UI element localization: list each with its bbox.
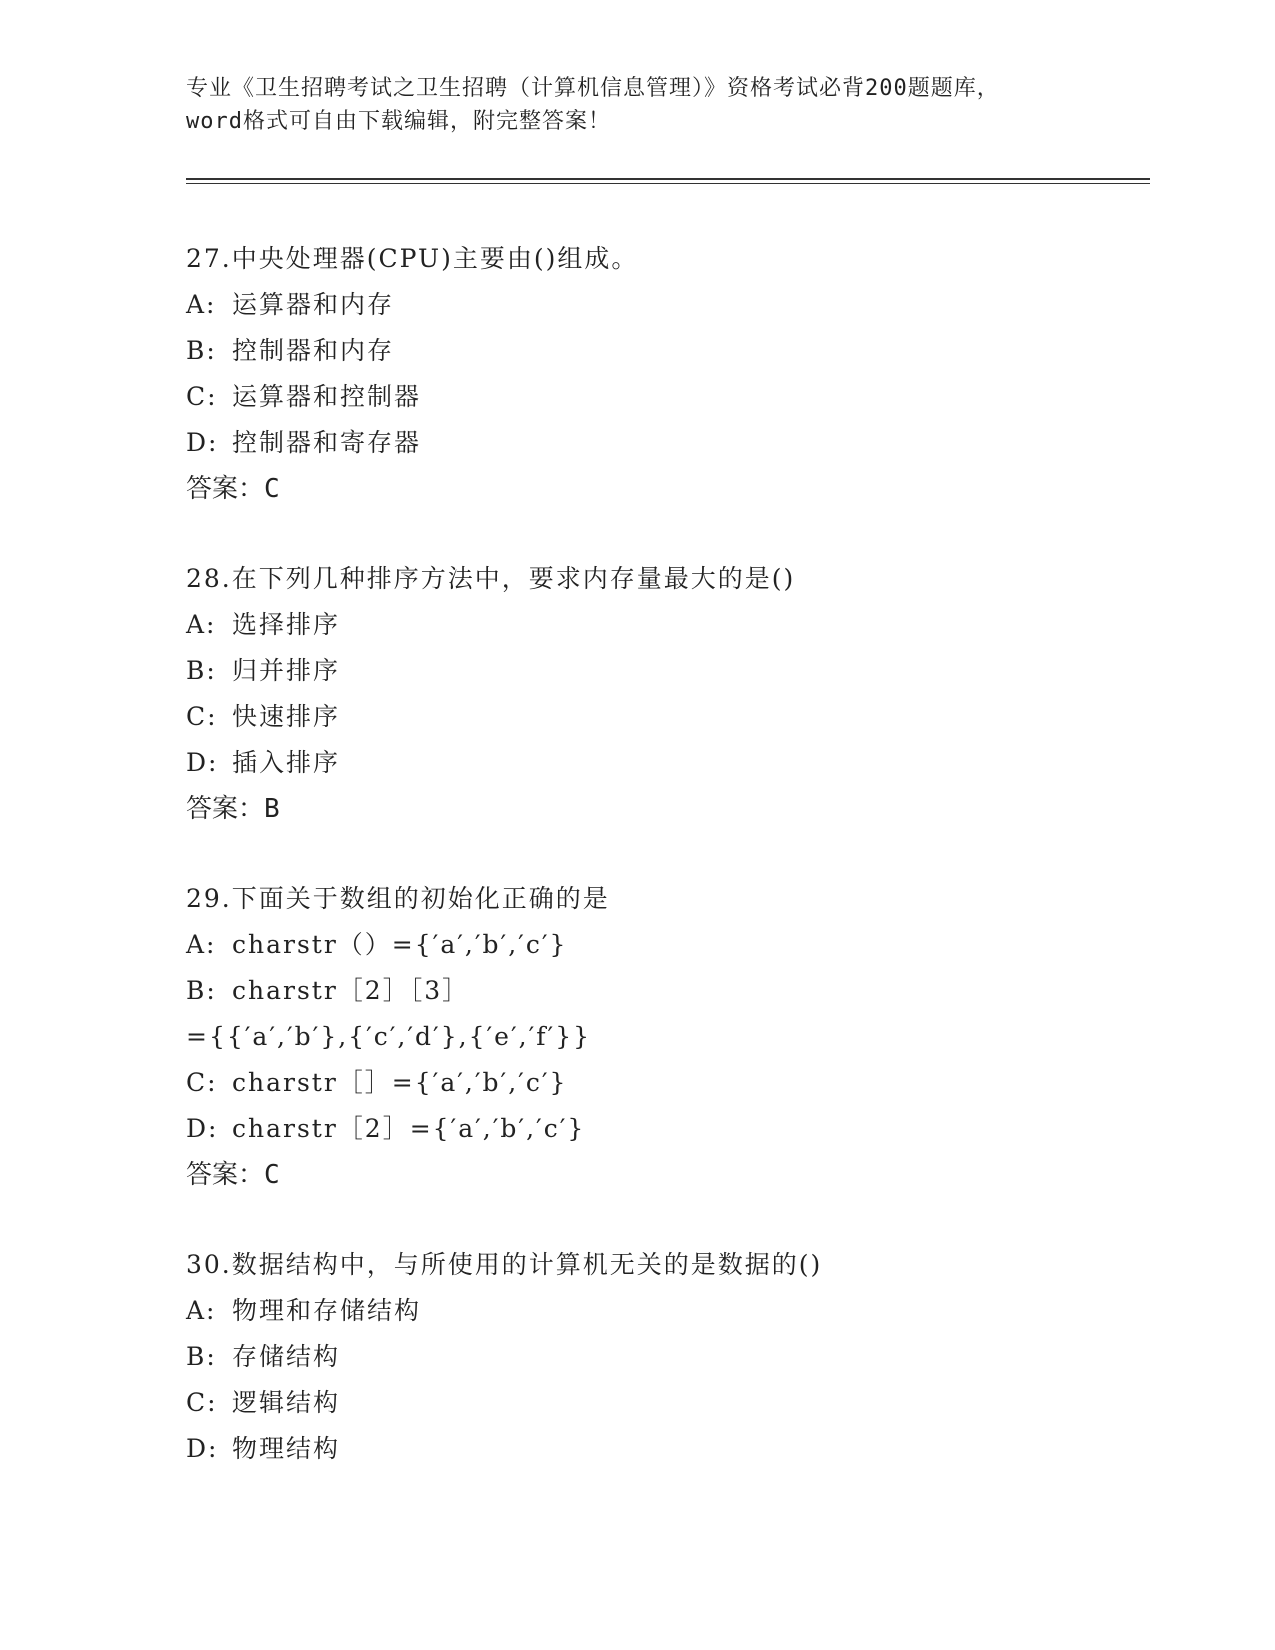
option-d: [186, 1106, 1146, 1152]
question-27: [186, 236, 1146, 512]
header-line-2: word格式可自由下载编辑，附完整答案！: [186, 109, 611, 134]
header-rule-thick: [186, 178, 1150, 180]
answer-prefix: 答案：: [186, 474, 265, 504]
option-text: 物理和存储结构: [232, 1296, 422, 1325]
option-a: [186, 282, 1146, 328]
option-text: charstr（）={′a′,′b′,′c′}: [232, 930, 568, 959]
option-text: 物理结构: [232, 1434, 341, 1463]
option-b: [186, 1334, 1146, 1380]
option-label: D:: [186, 1434, 219, 1463]
option-d: [186, 740, 1146, 786]
option-text: 运算器和控制器: [232, 382, 422, 411]
option-a: [186, 922, 1146, 968]
option-label: D:: [186, 428, 219, 457]
option-text: 归并排序: [232, 656, 341, 685]
header-line-1: 专业《卫生招聘考试之卫生招聘（计算机信息管理）》资格考试必背200题题库，: [186, 76, 1000, 101]
document-header: [186, 72, 1086, 138]
option-label: D:: [186, 1114, 219, 1143]
question-stem: 29.下面关于数组的初始化正确的是: [186, 884, 610, 913]
option-text: charstr［］={′a′,′b′,′c′}: [232, 1068, 568, 1097]
option-text: 选择排序: [232, 610, 341, 639]
option-label: A:: [186, 930, 217, 959]
option-text: 控制器和内存: [232, 336, 395, 365]
option-text: 存储结构: [232, 1342, 341, 1371]
option-text: 逻辑结构: [232, 1388, 341, 1417]
option-c: [186, 694, 1146, 740]
header-rule-thin: [186, 183, 1150, 184]
option-label: A:: [186, 1296, 217, 1325]
option-d: [186, 420, 1146, 466]
question-stem: 28.在下列几种排序方法中，要求内存量最大的是(): [186, 564, 796, 593]
question-stem: 30.数据结构中，与所使用的计算机无关的是数据的(): [186, 1250, 823, 1279]
option-label: C:: [186, 1068, 218, 1097]
option-a: [186, 1288, 1146, 1334]
option-label: C:: [186, 702, 218, 731]
option-a: [186, 602, 1146, 648]
option-label: D:: [186, 748, 219, 777]
option-label: B:: [186, 1342, 217, 1371]
option-text: 插入排序: [232, 748, 341, 777]
option-c: [186, 1380, 1146, 1426]
option-label: B:: [186, 976, 217, 1005]
option-label: C:: [186, 382, 218, 411]
option-text: charstr［2］={′a′,′b′,′c′}: [232, 1114, 586, 1143]
answer-key: C: [264, 1160, 280, 1190]
option-text: charstr［2］［3］: [232, 976, 470, 1005]
option-label: A:: [186, 290, 217, 319]
answer-key: B: [264, 794, 280, 824]
option-label: A:: [186, 610, 217, 639]
answer-key: C: [264, 474, 280, 504]
option-label: B:: [186, 656, 217, 685]
option-b: [186, 648, 1146, 694]
answer-line: [186, 466, 1146, 512]
option-b: [186, 328, 1146, 374]
question-stem: 27.中央处理器(CPU)主要由()组成。: [186, 244, 639, 273]
answer-line: [186, 786, 1146, 832]
option-text: 快速排序: [232, 702, 341, 731]
option-c: [186, 374, 1146, 420]
answer-prefix: 答案：: [186, 794, 265, 824]
question-29: [186, 876, 1146, 1198]
option-b-continuation: ={{′a′,′b′},{′c′,′d′},{′e′,′f′}}: [186, 1022, 592, 1051]
option-text: 控制器和寄存器: [232, 428, 422, 457]
answer-prefix: 答案：: [186, 1160, 265, 1190]
question-list: [186, 236, 1146, 1516]
option-b: [186, 968, 1146, 1014]
answer-line: [186, 1152, 1146, 1198]
option-text: 运算器和内存: [232, 290, 395, 319]
question-28: [186, 556, 1146, 832]
option-c: [186, 1060, 1146, 1106]
option-label: C:: [186, 1388, 218, 1417]
question-30: [186, 1242, 1146, 1472]
option-d: [186, 1426, 1146, 1472]
option-label: B:: [186, 336, 217, 365]
